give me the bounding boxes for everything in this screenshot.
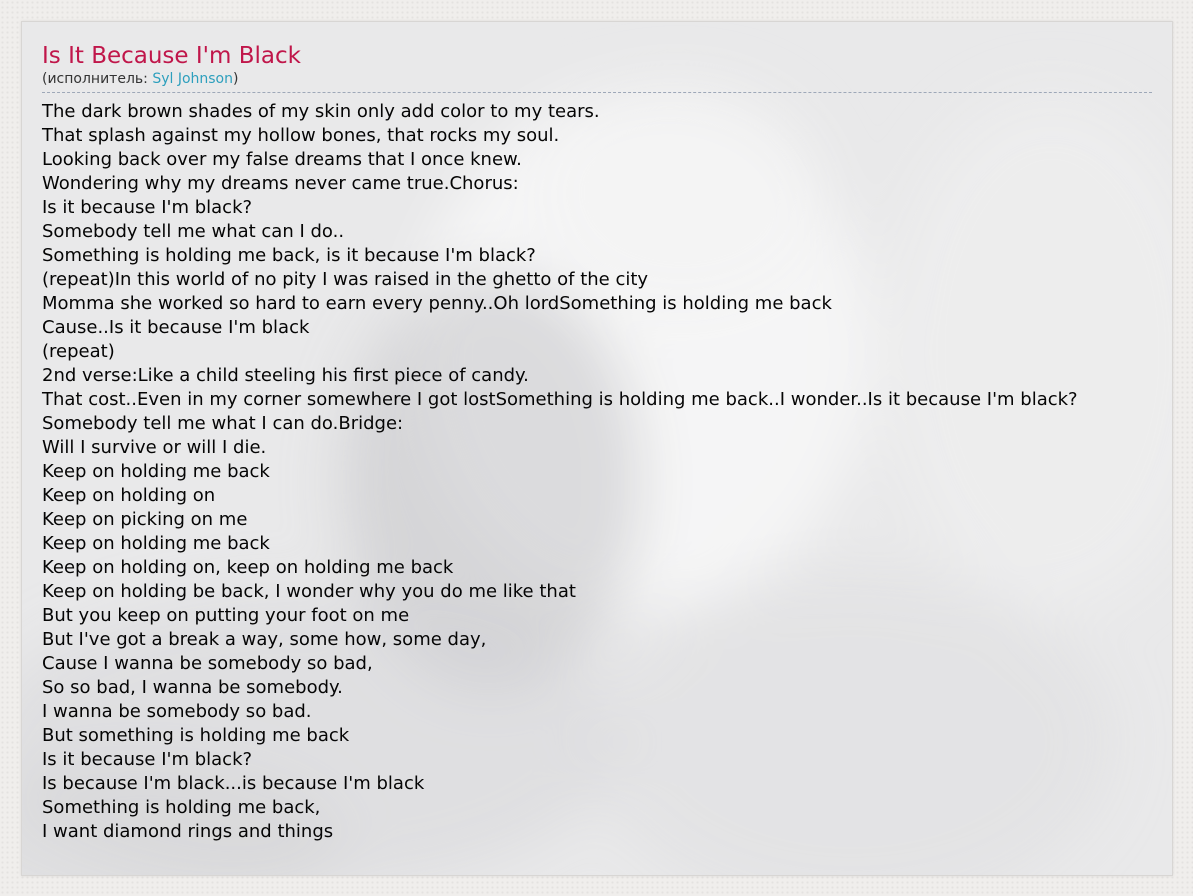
lyric-line: That splash against my hollow bones, that rocks my soul. bbox=[42, 125, 560, 146]
lyric-line: (repeat)In this world of no pity I was raised in the ghetto of the city bbox=[42, 269, 649, 290]
lyric-line: Wondering why my dreams never came true.Chorus: bbox=[42, 173, 519, 194]
lyric-line: Keep on picking on me bbox=[42, 509, 248, 530]
lyric-line: But I've got a break a way, some how, some day, bbox=[42, 629, 487, 650]
lyric-line: I wanna be somebody so bad. bbox=[42, 701, 312, 722]
lyric-line: I want diamond rings and things bbox=[42, 821, 334, 842]
lyrics-card bbox=[21, 21, 1173, 876]
lyric-line: Cause I wanna be somebody so bad, bbox=[42, 653, 373, 674]
lyric-line: (repeat) bbox=[42, 341, 115, 362]
lyric-line: So so bad, I wanna be somebody. bbox=[42, 677, 343, 698]
song-title: Is It Because I'm Black bbox=[42, 43, 301, 69]
lyric-line: The dark brown shades of my skin only add color to my tears. bbox=[42, 101, 600, 122]
lyric-line: Something is holding me back, is it because I'm black? bbox=[42, 245, 536, 266]
lyric-line: Is it because I'm black? bbox=[42, 749, 253, 770]
lyric-line: Keep on holding on bbox=[42, 485, 216, 506]
lyric-line: Will I survive or will I die. bbox=[42, 437, 267, 458]
lyric-line: Somebody tell me what can I do.. bbox=[42, 221, 345, 242]
lyric-line: Keep on holding me back bbox=[42, 461, 270, 482]
lyric-line: Is it because I'm black? bbox=[42, 197, 253, 218]
lyric-line: 2nd verse:Like a child steeling his first piece of candy. bbox=[42, 365, 529, 386]
lyric-line: Momma she worked so hard to earn every penny..Oh lordSomething is holding me back bbox=[42, 293, 832, 314]
byline-prefix: (исполнитель: bbox=[42, 71, 153, 87]
lyric-line: Is because I'm black...is because I'm black bbox=[42, 773, 425, 794]
artist-byline bbox=[42, 71, 1152, 93]
lyric-line: But you keep on putting your foot on me bbox=[42, 605, 410, 626]
lyric-line: Cause..Is it because I'm black bbox=[42, 317, 310, 338]
lyric-line: Keep on holding be back, I wonder why you do me like that bbox=[42, 581, 576, 602]
artist-link[interactable]: Syl Johnson bbox=[152, 71, 233, 87]
lyric-line: Looking back over my false dreams that I once knew. bbox=[42, 149, 522, 170]
lyric-line: Keep on holding me back bbox=[42, 533, 270, 554]
lyric-line: That cost..Even in my corner somewhere I got lostSomething is holding me back..I wonder..Is it because I'm black? bbox=[42, 389, 1078, 410]
lyric-line: Keep on holding on, keep on holding me back bbox=[42, 557, 454, 578]
lyric-line: But something is holding me back bbox=[42, 725, 350, 746]
lyric-line: Something is holding me back, bbox=[42, 797, 321, 818]
lyric-line: Somebody tell me what I can do.Bridge: bbox=[42, 413, 404, 434]
song-content bbox=[42, 41, 1172, 875]
lyrics-text bbox=[42, 100, 1172, 844]
byline-suffix: ) bbox=[233, 71, 239, 87]
